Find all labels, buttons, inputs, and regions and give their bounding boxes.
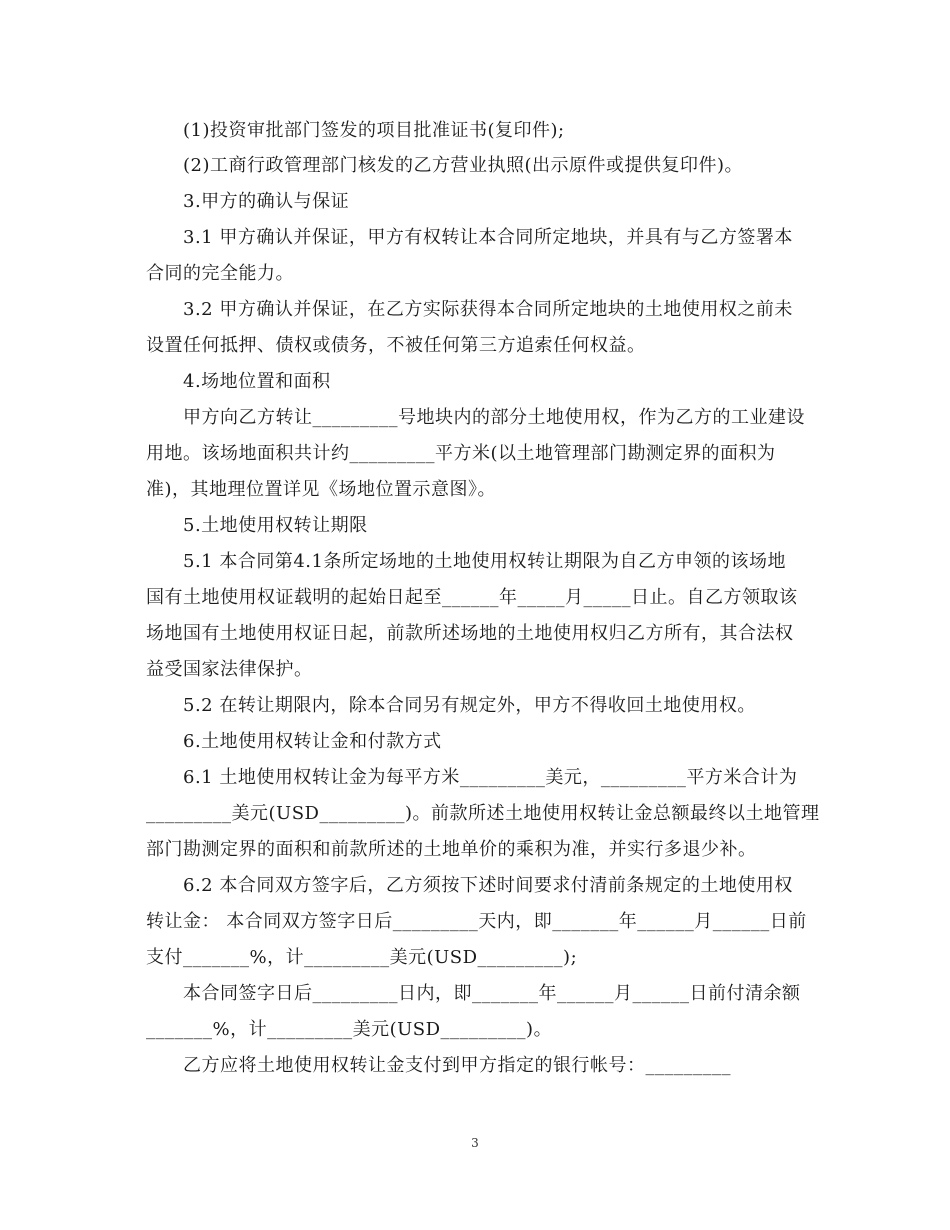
text-line: (2)工商行政管理部门核发的乙方营业执照(出示原件或提供复印件)。 (183, 155, 744, 176)
text-line: 5.1 本合同第4.1条所定场地的土地使用权转让期限为自乙方申领的该场地 (183, 551, 786, 572)
text-line: 甲方向乙方转让_________号地块内的部分土地使用权，作为乙方的工业建设 (183, 407, 805, 428)
section-heading: 6.土地使用权转让金和付款方式 (183, 731, 442, 752)
text-line: 乙方应将土地使用权转让金支付到甲方指定的银行帐号：_________ (183, 1055, 731, 1076)
text-line: 5.2 在转让期限内，除本合同另有规定外，甲方不得收回土地使用权。 (183, 695, 756, 716)
text-line: 用地。该场地面积共计约_________平方米(以土地管理部门勘测定界的面积为 (146, 443, 776, 464)
text-line: 益受国家法律保护。 (146, 659, 313, 680)
text-line: 部门勘测定界的面积和前款所述的土地单价的乘积为准，并实行多退少补。 (146, 839, 757, 860)
text-line: 3.1 甲方确认并保证，甲方有权转让本合同所定地块，并具有与乙方签署本 (183, 227, 793, 248)
text-line: 设置任何抵押、债权或债务，不被任何第三方追索任何权益。 (146, 335, 646, 356)
text-line: 国有土地使用权证载明的起始日起至______年_____月_____日止。自乙方领取该 (146, 587, 798, 608)
text-line: (1)投资审批部门签发的项目批准证书(复印件); (183, 120, 565, 141)
text-line: 6.2 本合同双方签字后，乙方须按下述时间要求付清前条规定的土地使用权 (183, 875, 793, 896)
section-heading: 5.土地使用权转让期限 (183, 515, 368, 536)
text-line: 3.2 甲方确认并保证，在乙方实际获得本合同所定地块的土地使用权之前未 (183, 299, 793, 320)
text-line: 转让金： 本合同双方签字日后_________天内，即_______年______月______日前 (146, 911, 807, 932)
text-line: 准)，其地理位置详见《场地位置示意图》。 (146, 479, 497, 500)
text-line: _________美元(USD_________)。前款所述土地使用权转让金总额最终以土地管理 (146, 803, 820, 824)
text-line: 合同的完全能力。 (146, 263, 294, 284)
text-line: _______%，计_________美元(USD_________)。 (146, 1019, 553, 1040)
text-line: 本合同签字日后_________日内，即_______年______月______日前付清余额 (183, 983, 801, 1004)
page-number: 3 (471, 1136, 479, 1150)
text-line: 场地国有土地使用权证日起，前款所述场地的土地使用权归乙方所有，其合法权 (146, 623, 794, 644)
text-line: 支付_______%，计_________美元(USD_________); (146, 947, 578, 968)
section-heading: 4.场地位置和面积 (183, 371, 331, 392)
section-heading: 3.甲方的确认与保证 (183, 191, 350, 212)
text-line: 6.1 土地使用权转让金为每平方米_________美元，_________平方米合计为 (183, 767, 798, 788)
